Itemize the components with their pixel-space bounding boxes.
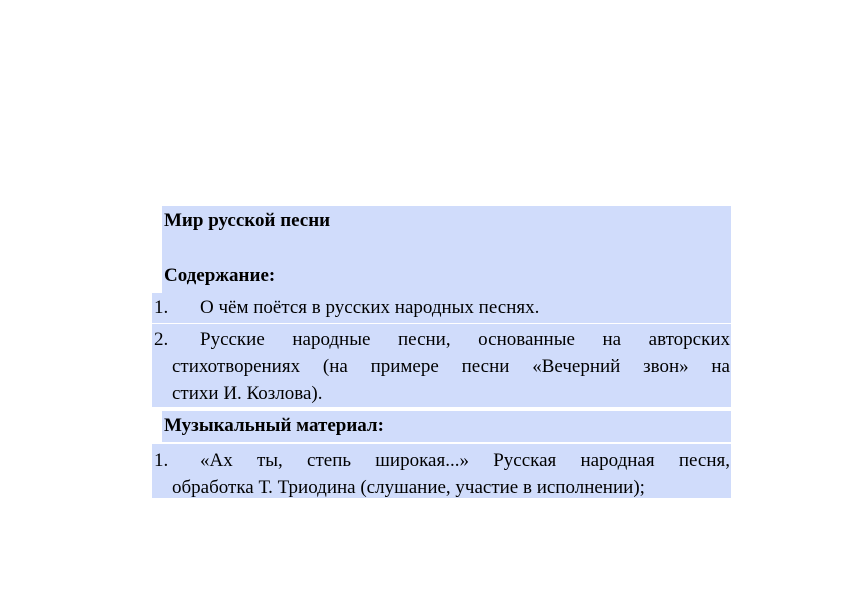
content-item-2-line-2: стихотворениях (на примере песни «Вечерний звон» на	[172, 356, 730, 377]
content-item-2-number: 2.	[154, 329, 169, 350]
section-title: Мир русской песни	[164, 210, 331, 231]
highlight-spacer	[162, 235, 731, 261]
content-item-1-text: О чём поётся в русских народных песнях.	[200, 297, 540, 318]
music-item-1-line-2: обработка Т. Триодина (слушание, участие в исполнении);	[172, 477, 645, 498]
content-heading: Содержание:	[164, 265, 276, 286]
content-item-2-line-3: стихи И. Козлова).	[172, 383, 323, 404]
content-item-1-number: 1.	[154, 297, 169, 318]
music-item-1-number: 1.	[154, 450, 169, 471]
music-item-1-line-1: «Ах ты, степь широкая...» Русская народная песня,	[200, 450, 730, 471]
content-item-2-line-1: Русские народные песни, основанные на авторских	[200, 329, 730, 350]
music-heading: Музыкальный материал:	[164, 415, 384, 436]
